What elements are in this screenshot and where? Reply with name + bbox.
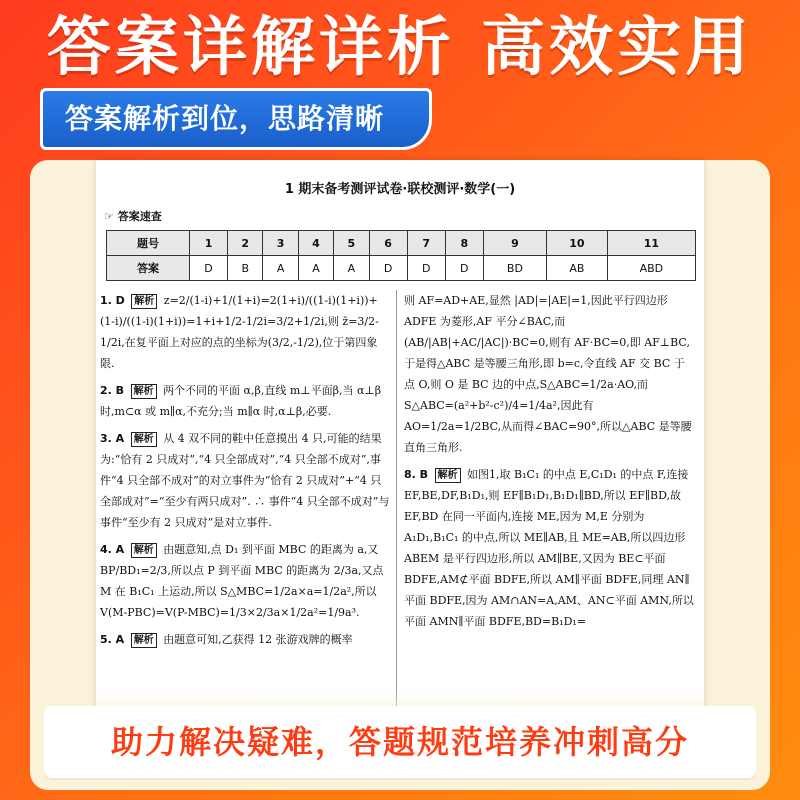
row-label: 题号	[107, 231, 190, 256]
sub-banner-text: 答案解析到位，思路清晰	[65, 102, 385, 135]
headline: 答案详解详析 高效实用	[46, 11, 754, 85]
analysis-tag: 解析	[131, 633, 157, 648]
analysis-tag: 解析	[131, 294, 157, 309]
item-text: 由题意可知,乙获得 12 张游戏牌的概率	[163, 633, 353, 646]
answer-cell: AB	[547, 256, 608, 281]
item-text: 由题意知,点 D₁ 到平面 MBC 的距离为 a,又 BP/BD₁=2/3,所以点 P 到平面 MBC 的距离为 2/3a,又点 M 在 B₁C₁ 上运动,所以 S△MBC=1/2a×a=1/2a²,所以 V(M-PBC)=V(P-MBC)=1/3×2/3a×1/2a²=1/9a³.	[100, 543, 384, 619]
solution-item	[404, 290, 694, 458]
item-number: 5. A	[100, 633, 125, 646]
answer-cell: D	[369, 256, 407, 281]
answer-cell: B	[228, 256, 263, 281]
number-cell: 3	[263, 231, 298, 256]
item-number: 2. B	[100, 384, 125, 397]
item-text: 则 AF=AD+AE,显然 |AD|=|AE|=1,因此平行四边形 ADFE 为菱形,AF 平分∠BAC,而(AB/|AB|+AC/|AC|)·BC=0,则有 AF·BC=0,即 AF⊥BC,于是得△ABC 是等腰三角形,即 b=c,令直线 AF 交 BC 于点 O,则 O 是 BC 边的中点,S△ABC=1/2a·AO,而 S△ABC=(a²+b²-c²)/4=1/4a²,因此有 AO=1/2a=1/2BC,从而得∠BAC=90°,所以△ABC 是等腰直角三角形.	[404, 294, 692, 454]
number-cell: 11	[607, 231, 695, 256]
answer-row	[107, 256, 696, 281]
item-text: 从 4 双不同的鞋中任意摸出 4 只,可能的结果为:“恰有 2 只成对”,“4 只全部成对”,“4 只全部不成对”,事件“4 只全部不成对”的对立事件为“恰有 2 只成对”+“4 只全部成对”=“至少有两只成对”. ∴ 事件“4 只全部不成对”与事件“至少有 2 只成对”是对立事件.	[100, 432, 390, 529]
answer-cell: D	[189, 256, 227, 281]
solution-item	[100, 539, 390, 623]
right-column	[404, 290, 694, 638]
answer-table	[106, 230, 696, 281]
number-cell: 8	[445, 231, 483, 256]
number-cell: 2	[228, 231, 263, 256]
number-cell: 1	[189, 231, 227, 256]
analysis-tag: 解析	[131, 384, 157, 399]
item-number: 3. A	[100, 432, 125, 445]
item-number: 1. D	[100, 294, 125, 307]
number-cell: 5	[334, 231, 369, 256]
answer-cell: D	[445, 256, 483, 281]
sub-banner	[40, 88, 432, 150]
analysis-tag: 解析	[131, 543, 157, 558]
analysis-tag: 解析	[435, 468, 461, 483]
answer-cell: A	[334, 256, 369, 281]
number-cell: 10	[547, 231, 608, 256]
bottom-banner	[44, 706, 756, 778]
answer-cell: D	[407, 256, 445, 281]
answer-cell: BD	[483, 256, 546, 281]
item-text: z=2/(1-i)+1/(1+i)=2(1+i)/((1-i)(1+i))+(1-i)/((1-i)(1+i))=1+i+1/2-1/2i=3/2+1/2i,则 z̄=3/2-1/2i,在复平面上对应的点的坐标为(3/2,-1/2),位于第四象限.	[100, 294, 379, 370]
solution-item	[100, 629, 390, 650]
analysis-tag: 解析	[131, 432, 157, 447]
answer-cell: ABD	[607, 256, 695, 281]
item-text: 如图1,取 B₁C₁ 的中点 E,C₁D₁ 的中点 F,连接 EF,BE,DF,B₁D₁,则 EF∥B₁D₁,B₁D₁∥BD,所以 EF∥BD,故 EF,BD 在同一平面内,连接 ME,因为 M,E 分别为 A₁D₁,B₁C₁ 的中点,所以 ME∥AB,且 ME=AB,所以四边形 ABEM 是平行四边形,所以 AM∥BE,又因为 BE⊂平面 BDFE,AM⊄平面 BDFE,所以 AM∥平面 BDFE,同理 AN∥平面 BDFE,因为 AM∩AN=A,AM、AN⊂平面 AMN,所以平面 AMN∥平面 BDFE,BD=B₁D₁=	[404, 468, 694, 628]
row-label: 答案	[107, 256, 190, 281]
answer-cell: A	[263, 256, 298, 281]
item-number: 8. B	[404, 468, 429, 481]
solution-item	[404, 464, 694, 632]
answer-cell: A	[298, 256, 333, 281]
number-cell: 7	[407, 231, 445, 256]
paper-title: 1 期末备考测评试卷·联校测评·数学(一)	[284, 182, 516, 197]
quick-check-label: ☞ 答案速查	[104, 210, 162, 223]
number-cell: 9	[483, 231, 546, 256]
bottom-slogan: 助力解决疑难，答题规范培养冲刺高分	[110, 723, 689, 761]
answer-sheet	[96, 160, 704, 720]
number-row	[107, 231, 696, 256]
left-column	[100, 290, 390, 656]
number-cell: 6	[369, 231, 407, 256]
solution-item	[100, 428, 390, 533]
item-text: 两个不同的平面 α,β,直线 m⊥平面β,当 α⊥β 时,m⊂α 或 m∥α,不充分;当 m∥α 时,α⊥β,必要.	[100, 384, 382, 418]
item-number: 4. A	[100, 543, 125, 556]
column-divider	[396, 290, 397, 720]
number-cell: 4	[298, 231, 333, 256]
solution-item	[100, 290, 390, 374]
solution-item	[100, 380, 390, 422]
